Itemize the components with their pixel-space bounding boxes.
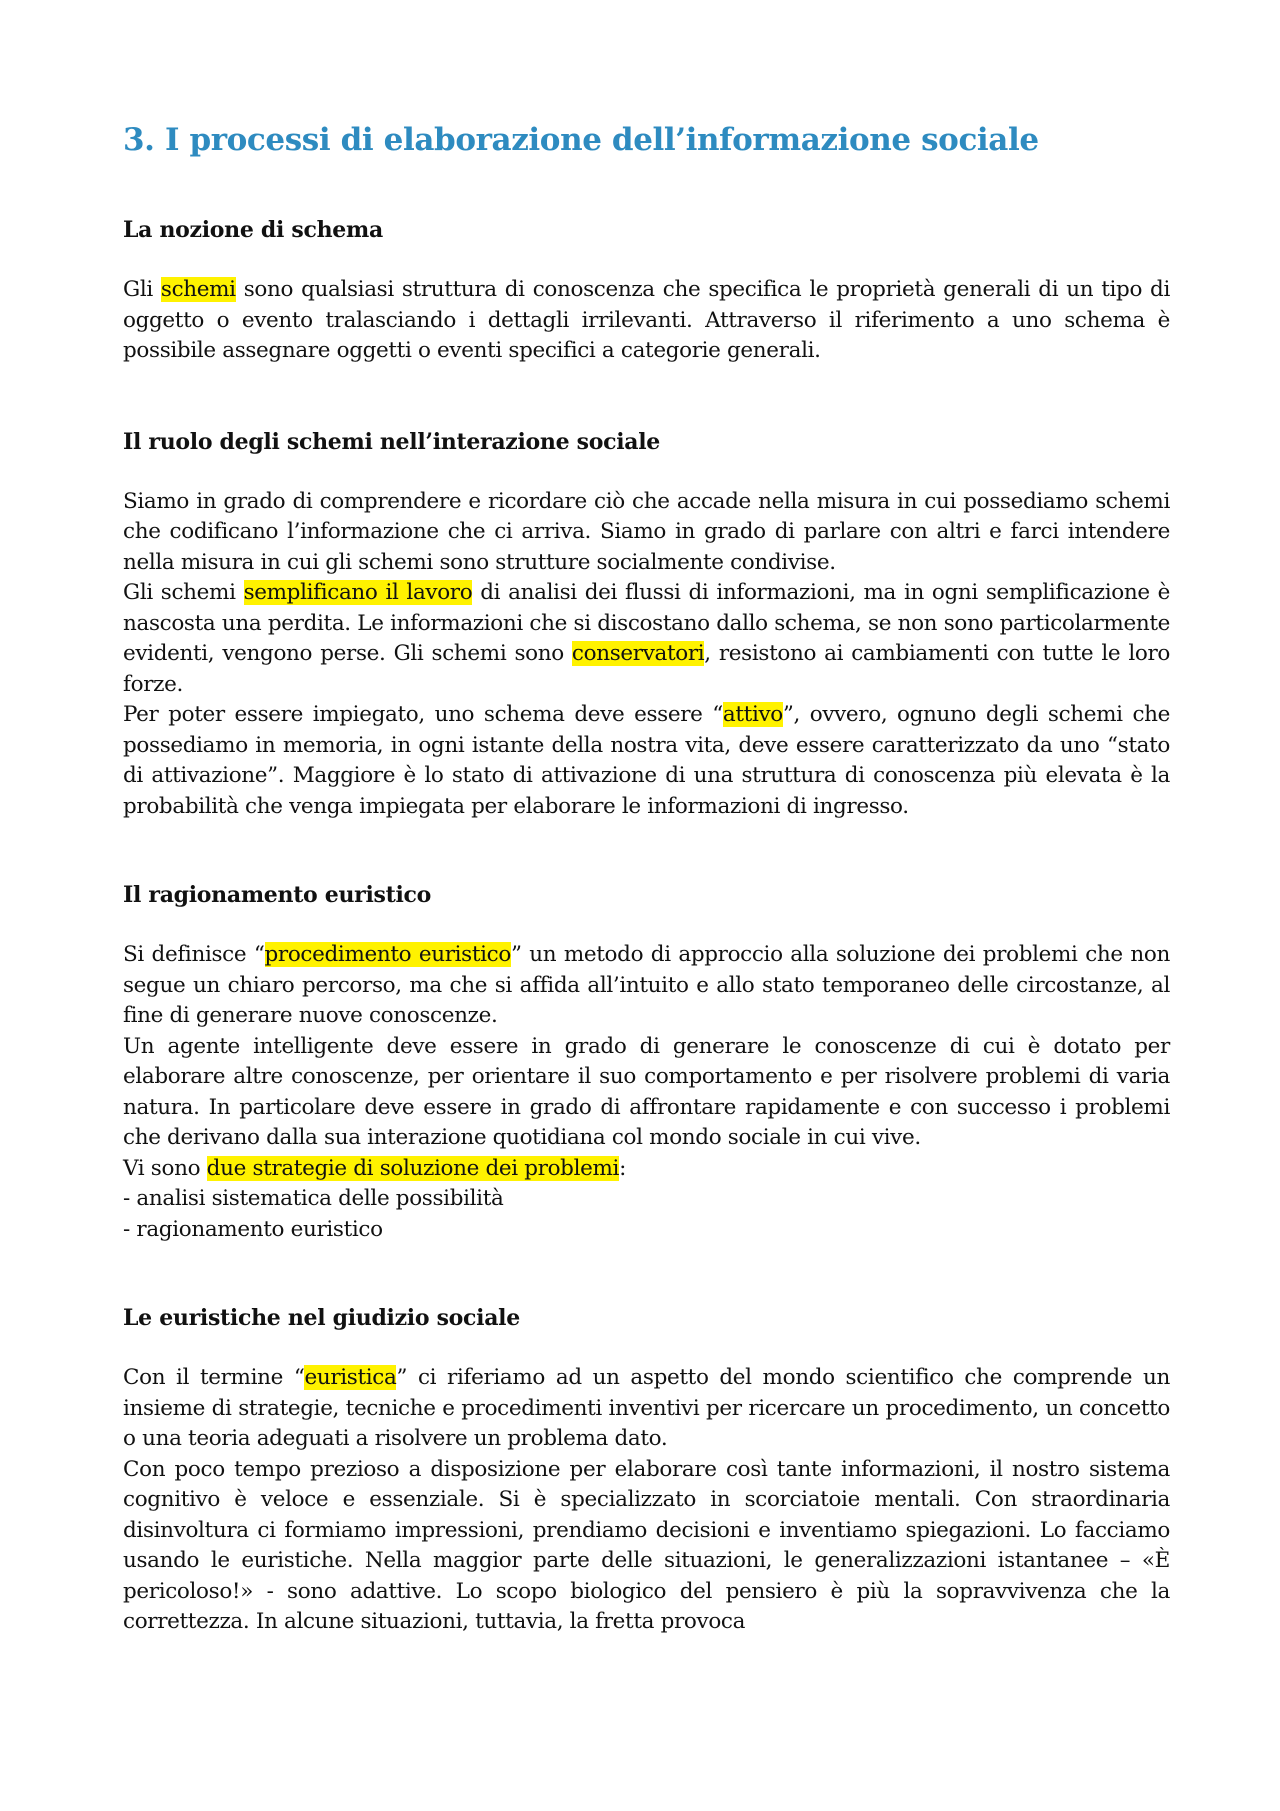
paragraph: Con poco tempo prezioso a disposizione per elaborare così tante informazioni, il nostro sistema cognitivo è veloce e essenziale. Si è specializzato in scorciatoie mentali. Con straordinaria disinvoltura ci formiamo impressioni, prendiamo decisioni e inventiamo spiegazioni. Lo facciamo usando le euristiche. Nella maggior parte delle situazioni, le generalizzazioni istantanee – «È pericoloso!» - sono adattive. Lo scopo biologico del pensiero è più la sopravvivenza che la correttezza. In alcune situazioni, tuttavia, la fretta provoca (123, 1456, 1170, 1634)
section-heading: Il ragionamento euristico (123, 882, 431, 908)
section-heading: La nozione di schema (123, 217, 383, 243)
text-run: Con il termine “ (123, 1365, 305, 1390)
paragraph (123, 1363, 1170, 1455)
section-heading: Il ruolo degli schemi nell’interazione sociale (123, 428, 660, 455)
text-run: Si definisce “ (123, 942, 265, 967)
section-euristiche-giudizio (123, 1303, 1170, 1638)
highlighted-term: schemi (160, 277, 236, 302)
paragraph (123, 700, 1170, 822)
highlighted-term: attivo (722, 702, 783, 727)
text-run: Gli schemi (123, 580, 244, 605)
paragraph: Siamo in grado di comprendere e ricordare ciò che accade nella misura in cui possediamo schemi che codificano l’informazione che ci arriva. Siamo in grado di parlare con altri e farci intendere nella misura in cui gli schemi sono strutture socialmente condivise. (123, 488, 1170, 575)
paragraph (123, 275, 1170, 367)
page-title: 3. I processi di elaborazione dell’informazione sociale (123, 122, 1039, 158)
section-schemi-interazione (123, 427, 1170, 823)
text-run: Gli (123, 277, 161, 302)
text-run: ” ci riferiamo ad un aspetto del mondo scientifico che comprende un insieme di strategie, tecniche e procedimenti inventivi per ricercare un procedimento, un concetto o una teoria adeguati a risolvere un problema dato. (123, 1365, 1170, 1451)
text-run: , resistono ai cambiamenti con tutte le loro forze. (123, 641, 1170, 697)
paragraph: Un agente intelligente deve essere in grado di generare le conoscenze di cui è dotato per elaborare altre conoscenze, per orientare il suo comportamento e per risolvere problemi di varia natura. In particolare deve essere in grado di affrontare rapidamente e con successo i problemi che derivano dalla sua interazione quotidiana col mondo sociale in cui vive. (123, 1033, 1170, 1150)
highlighted-term: due strategie di soluzione dei problemi (206, 1155, 620, 1181)
text-run: Vi sono (123, 1155, 207, 1181)
section-ragionamento-euristico (123, 880, 1170, 1245)
list-item: - analisi sistematica delle possibilità (123, 1186, 504, 1211)
paragraph (123, 940, 1170, 1032)
text-run: Per poter essere impiegato, uno schema deve essere “ (123, 702, 723, 727)
section-schema (123, 215, 1170, 367)
highlighted-term: procedimento euristico (264, 942, 511, 967)
paragraph (123, 1154, 1170, 1185)
highlighted-term: conservatori (571, 641, 705, 666)
text-run: : (619, 1155, 626, 1181)
highlighted-term: semplificano il lavoro (243, 580, 473, 605)
text-run: di analisi dei flussi di informazioni, ma in ogni semplificazione è nascosta una perdita. Le informazioni che si discostano dallo schema, se non sono particolarmente evidenti, vengono perse. Gli schemi sono (123, 580, 1170, 666)
list-item: - ragionamento euristico (123, 1216, 383, 1242)
highlighted-term: euristica (304, 1365, 397, 1390)
section-heading: Le euristiche nel giudizio sociale (123, 1305, 520, 1331)
paragraph (123, 578, 1170, 700)
text-run: ”, ovvero, ognuno degli schemi che possediamo in memoria, in ogni istante della nostra vita, deve essere caratterizzato da uno “stato di attivazione”. Maggiore è lo stato di attivazione di una struttura di conoscenza più elevata è la probabilità che venga impiegata per elaborare le informazioni di ingresso. (123, 702, 1171, 819)
text-run: ” un metodo di approccio alla soluzione dei problemi che non segue un chiaro percorso, ma che si affida all’intuito e allo stato temporaneo delle circostanze, al fine di generare nuove conoscenze. (123, 942, 1170, 1028)
text-run: sono qualsiasi struttura di conoscenza che specifica le proprietà generali di un tipo di oggetto o evento tralasciando i dettagli irrilevanti. Attraverso il riferimento a uno schema è possibile assegnare oggetti o eventi specifici a categorie generali. (123, 277, 1170, 363)
